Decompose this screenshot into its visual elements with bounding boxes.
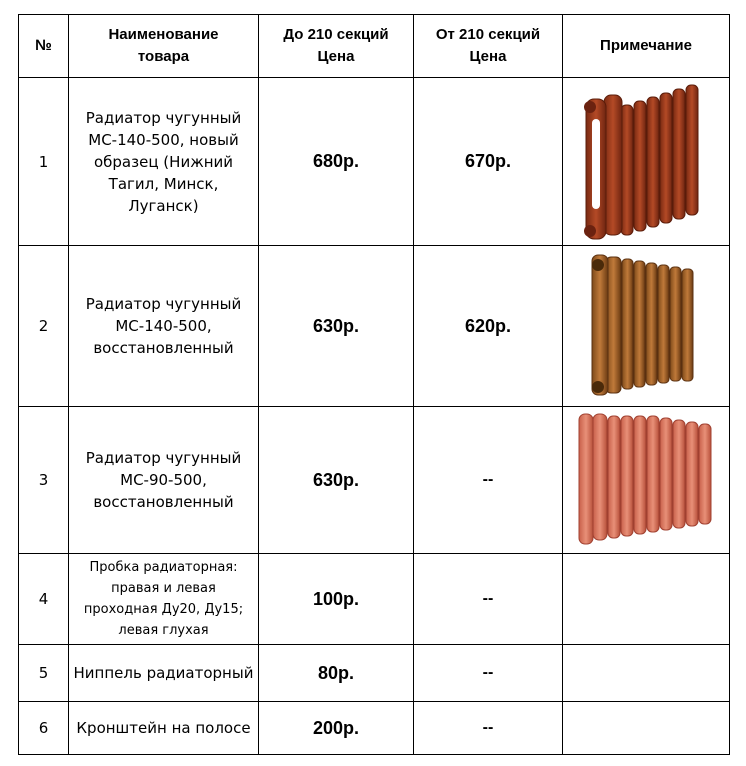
row-name: Кронштейн на полосе xyxy=(69,702,259,755)
row-price-under: 100р. xyxy=(259,554,414,645)
header-note: Примечание xyxy=(563,15,730,78)
cast-iron-radiator-brown-image xyxy=(586,251,706,401)
header-price-over: От 210 секций Цена xyxy=(414,15,563,78)
row-num: 6 xyxy=(19,702,69,755)
row-num: 5 xyxy=(19,645,69,702)
row-note xyxy=(563,645,730,702)
table-row xyxy=(19,78,730,246)
row-note xyxy=(563,554,730,645)
row-price-under: 630р. xyxy=(259,246,414,407)
row-num: 4 xyxy=(19,554,69,645)
row-price-over: -- xyxy=(414,554,563,645)
header-row xyxy=(19,15,730,78)
row-price-under: 80р. xyxy=(259,645,414,702)
row-price-over: -- xyxy=(414,702,563,755)
table-row xyxy=(19,246,730,407)
row-price-over: -- xyxy=(414,645,563,702)
row-note xyxy=(563,702,730,755)
row-num: 2 xyxy=(19,246,69,407)
row-name: Радиатор чугунный МС-140-500, восстановленный xyxy=(69,246,259,407)
row-price-under: 680р. xyxy=(259,78,414,246)
row-name: Радиатор чугунный МС-140-500, новый образец (Нижний Тагил, Минск, Луганск) xyxy=(69,78,259,246)
row-note xyxy=(563,78,730,246)
header-name: Наименование товара xyxy=(69,15,259,78)
cast-iron-radiator-red-image xyxy=(576,79,716,244)
row-note xyxy=(563,407,730,554)
row-name: Радиатор чугунный МС-90-500, восстановленный xyxy=(69,407,259,554)
row-num: 1 xyxy=(19,78,69,246)
row-price-over: 620р. xyxy=(414,246,563,407)
row-num: 3 xyxy=(19,407,69,554)
table-row xyxy=(19,407,730,554)
row-note xyxy=(563,246,730,407)
row-name: Пробка радиаторная: правая и левая проходная Ду20, Ду15; левая глухая xyxy=(69,554,259,645)
row-price-over: -- xyxy=(414,407,563,554)
header-price-under: До 210 секций Цена xyxy=(259,15,414,78)
row-price-under: 200р. xyxy=(259,702,414,755)
header-num: № xyxy=(19,15,69,78)
price-table xyxy=(18,14,730,755)
row-name: Ниппель радиаторный xyxy=(69,645,259,702)
table-row xyxy=(19,645,730,702)
cast-iron-radiator-pink-image xyxy=(571,410,721,550)
table-row xyxy=(19,702,730,755)
row-price-under: 630р. xyxy=(259,407,414,554)
row-price-over: 670р. xyxy=(414,78,563,246)
table-row xyxy=(19,554,730,645)
